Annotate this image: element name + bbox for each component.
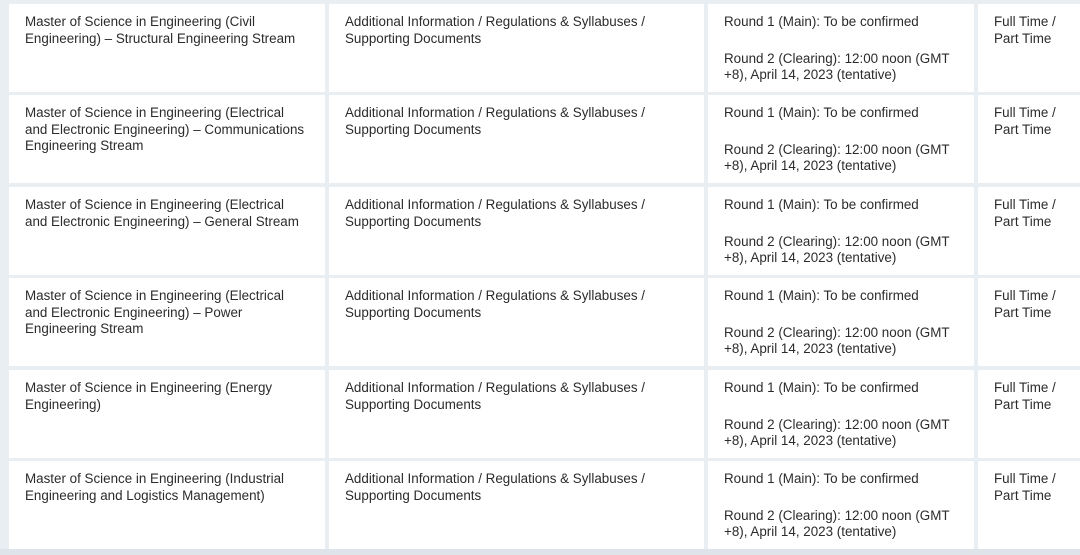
programme-name-cell: [9, 4, 325, 92]
study-mode-cell: [978, 370, 1080, 458]
programme-links[interactable]: Additional Information / Regulations & Syllabuses / Supporting Documents: [345, 14, 645, 46]
study-mode-cell: [978, 4, 1080, 92]
round-2-deadline: Round 2 (Clearing): 12:00 noon (GMT +8), April 14, 2023 (tentative): [724, 416, 950, 448]
round-1-deadline: Round 1 (Main): To be confirmed: [724, 14, 919, 29]
round-2-deadline: Round 2 (Clearing): 12:00 noon (GMT +8), April 14, 2023 (tentative): [724, 507, 950, 539]
cut-off-next-row: [0, 549, 1080, 555]
programme-name: Master of Science in Engineering (Electrical and Electronic Engineering) – Communications Engineering Stream: [25, 105, 305, 153]
study-mode: Full Time / Part Time: [994, 288, 1056, 320]
programme-name-cell: [9, 187, 325, 275]
study-mode-cell: [978, 278, 1080, 366]
table-row: [0, 4, 1080, 92]
links-cell: [329, 4, 704, 92]
round-1-deadline: Round 1 (Main): To be confirmed: [724, 197, 919, 212]
programme-links[interactable]: Additional Information / Regulations & Syllabuses / Supporting Documents: [345, 197, 645, 229]
programme-name-cell: [9, 370, 325, 458]
programme-name-cell: [9, 278, 325, 366]
study-mode: Full Time / Part Time: [994, 14, 1056, 46]
deadline-cell: [708, 461, 974, 549]
round-2-deadline: Round 2 (Clearing): 12:00 noon (GMT +8), April 14, 2023 (tentative): [724, 141, 950, 173]
deadline-cell: [708, 370, 974, 458]
table-row: [0, 187, 1080, 275]
programme-name: Master of Science in Engineering (Electrical and Electronic Engineering) – General Stream: [25, 197, 299, 229]
round-1-deadline: Round 1 (Main): To be confirmed: [724, 105, 919, 120]
programme-name: Master of Science in Engineering (Industrial Engineering and Logistics Management): [25, 471, 285, 503]
study-mode: Full Time / Part Time: [994, 105, 1056, 137]
study-mode: Full Time / Part Time: [994, 197, 1056, 229]
study-mode-cell: [978, 461, 1080, 549]
links-cell: [329, 278, 704, 366]
programme-links[interactable]: Additional Information / Regulations & Syllabuses / Supporting Documents: [345, 380, 645, 412]
round-2-deadline: Round 2 (Clearing): 12:00 noon (GMT +8), April 14, 2023 (tentative): [724, 324, 950, 356]
deadline-cell: [708, 187, 974, 275]
deadline-cell: [708, 278, 974, 366]
study-mode-cell: [978, 187, 1080, 275]
programme-name-cell: [9, 95, 325, 183]
round-1-deadline: Round 1 (Main): To be confirmed: [724, 288, 919, 303]
programme-name: Master of Science in Engineering (Civil Engineering) – Structural Engineering Stream: [25, 14, 296, 46]
programme-name: Master of Science in Engineering (Electrical and Electronic Engineering) – Power Engineering Stream: [25, 288, 285, 336]
study-mode: Full Time / Part Time: [994, 380, 1056, 412]
round-2-deadline: Round 2 (Clearing): 12:00 noon (GMT +8), April 14, 2023 (tentative): [724, 233, 950, 265]
study-mode: Full Time / Part Time: [994, 471, 1056, 503]
programme-links[interactable]: Additional Information / Regulations & Syllabuses / Supporting Documents: [345, 471, 645, 503]
table-row: [0, 370, 1080, 458]
links-cell: [329, 187, 704, 275]
deadline-cell: [708, 95, 974, 183]
table-row: [0, 278, 1080, 366]
links-cell: [329, 461, 704, 549]
table-row: [0, 95, 1080, 183]
round-2-deadline: Round 2 (Clearing): 12:00 noon (GMT +8), April 14, 2023 (tentative): [724, 50, 950, 82]
programme-links[interactable]: Additional Information / Regulations & Syllabuses / Supporting Documents: [345, 105, 645, 137]
round-1-deadline: Round 1 (Main): To be confirmed: [724, 471, 919, 486]
programme-name: Master of Science in Engineering (Energy Engineering): [25, 380, 273, 412]
programme-links[interactable]: Additional Information / Regulations & Syllabuses / Supporting Documents: [345, 288, 645, 320]
links-cell: [329, 370, 704, 458]
deadline-cell: [708, 4, 974, 92]
programme-name-cell: [9, 461, 325, 549]
study-mode-cell: [978, 95, 1080, 183]
links-cell: [329, 95, 704, 183]
table-row: [0, 461, 1080, 549]
round-1-deadline: Round 1 (Main): To be confirmed: [724, 380, 919, 395]
